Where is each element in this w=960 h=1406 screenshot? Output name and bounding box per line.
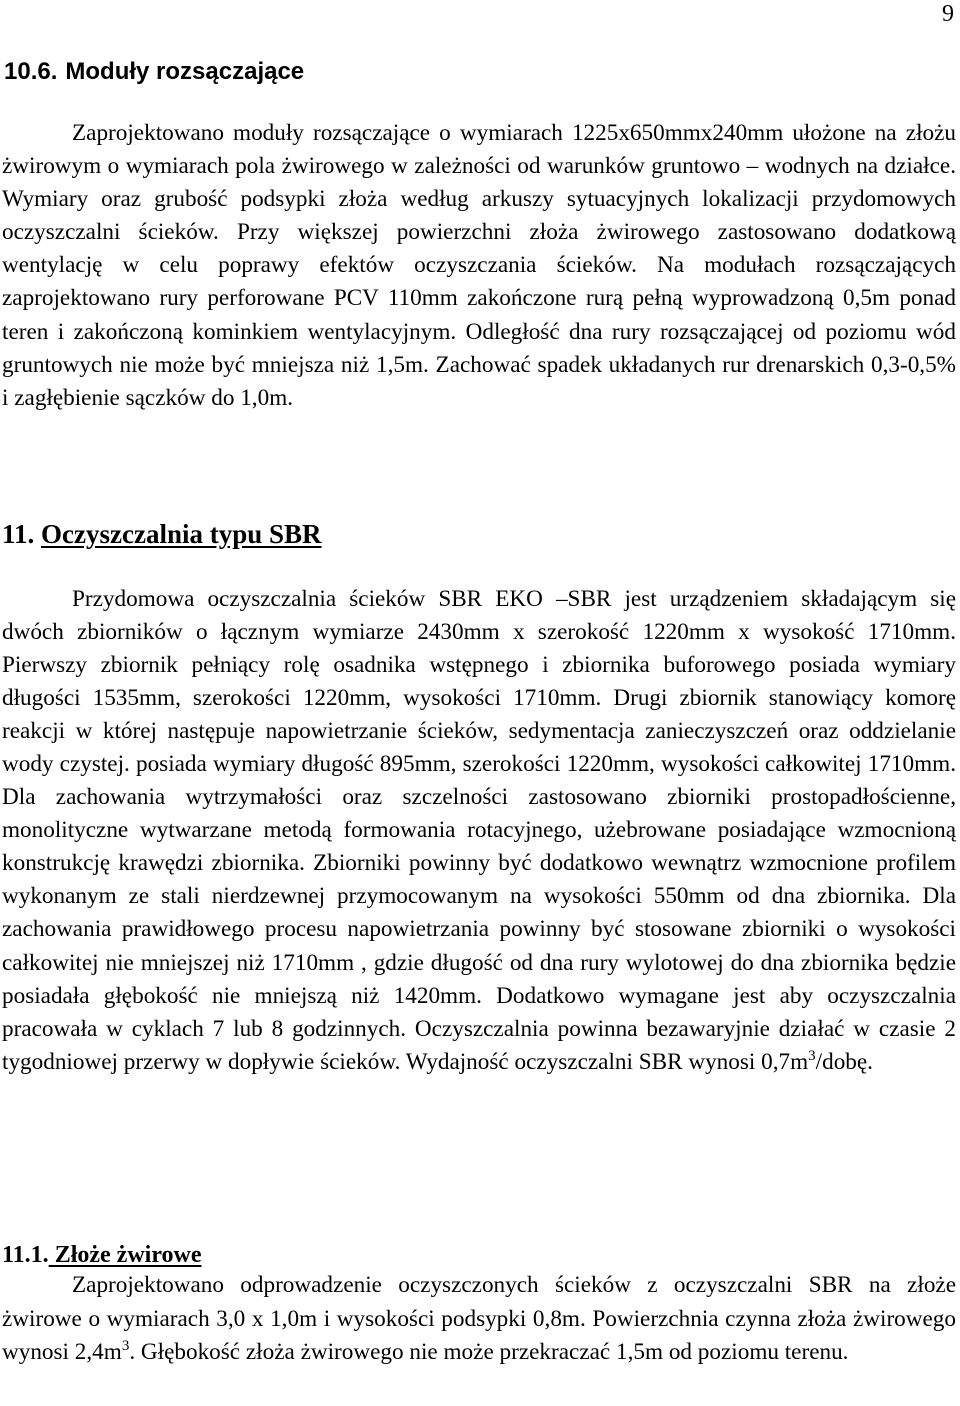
- section-11-1-paragraph-tail: . Głębokość złoża żwirowego nie może przekraczać 1,5m od poziomu terenu.: [129, 1339, 849, 1366]
- section-11-heading: [2, 516, 322, 552]
- section-10-6-number: 10.6.: [4, 58, 58, 85]
- section-11-paragraph-text: Przydomowa oczyszczalnia ścieków SBR EKO –SBR jest urządzeniem składającym się dwóch zbiorników o łącznym wymiarze 2430mm x szerokość 1220mm x wysokość 1710mm. Pierwszy zbiornik pełniący rolę osadnika wstępnego i zbiornika buforowego posiada wymiary długości 1535mm, szerokości 1220mm, wysokości 1710mm. Drugi zbiornik stanowiący komorę reakcji w której następuje napowietrzanie ścieków, sedymentacja zanieczyszczeń oraz oddzielanie wody czystej. posiada wymiary długość 895mm, szerokości 1220mm, wysokości całkowitej 1710mm. Dla zachowania wytrzymałości oraz szczelności zastosowano zbiorniki prostopadłościenne, monolityczne wytwarzane metodą formowania rotacyjnego, użebrowane posiadające wzmocnioną konstrukcję krawędzi zbiornika. Zbiorniki powinny być dodatkowo wewnątrz wzmocnione profilem wykonanym ze stali nierdzewnej przymocowanym na wysokości 550mm od dna zbiornika. Dla zachowania prawidłowego procesu napowietrzania powinny być stosowane zbiorniki o wysokości całkowitej nie mniejszej niż 1710mm , gdzie długość od dna rury wylotowej do dna zbiornika będzie posiadała głębokość nie mniejszą niż 1420mm. Dodatkowo wymagane jest aby oczyszczalnia pracowała w cyklach 7 lub 8 godzinnych. Oczyszczalnia powinna bezawaryjnie działać w czasie 2 tygodniowej przerwy w dopływie ścieków. Wydajność oczyszczalni SBR wynosi 0,7m: [2, 586, 956, 1075]
- section-11-paragraph: [2, 583, 956, 1079]
- section-10-6-paragraph: [2, 117, 956, 415]
- section-11-number: 11.: [2, 519, 35, 549]
- section-11-title: Oczyszczalnia typu SBR: [41, 519, 322, 549]
- section-10-6-paragraph-text: Zaprojektowano moduły rozsączające o wymiarach 1225x650mmx240mm ułożone na złożu żwirowym o wymiarach pola żwirowego w zależności od warunków gruntowo – wodnych na działce. Wymiary oraz grubość podsypki złoża według arkuszy sytuacyjnych lokalizacji przydomowych oczyszczalni ścieków. Przy większej powierzchni złoża żwirowego zastosowano dodatkową wentylację w celu poprawy efektów oczyszczania ścieków. Na modułach rozsączających zaprojektowano rury perforowane PCV 110mm zakończone rurą pełną wyprowadzoną 0,5m ponad teren i zakończoną kominkiem wentylacyjnym. Odległość dna rury rozsączającej od poziomu wód gruntowych nie może być mniejsza niż 1,5m. Zachować spadek układanych rur drenarskich 0,3-0,5% i zagłębienie sączków do 1,0m.: [2, 120, 956, 411]
- section-11-1-heading: [2, 1239, 202, 1271]
- superscript-exponent: 3: [808, 1047, 816, 1064]
- section-11-1-title: Złoże żwirowe: [48, 1242, 202, 1268]
- section-11-1-paragraph-text: Zaprojektowano odprowadzenie oczyszczonych ścieków z oczyszczalni SBR na złoże żwirowe o wymiarach 3,0 x 1,0m i wysokości podsypki 0,8m. Powierzchnia czynna złoża żwirowego wynosi 2,4m: [2, 1272, 956, 1366]
- superscript-exponent: 3: [121, 1338, 130, 1355]
- section-11-paragraph-tail: /dobę.: [815, 1048, 873, 1075]
- section-11-1-number: 11.1.: [2, 1242, 49, 1268]
- page-number: 9: [942, 1, 954, 27]
- section-10-6-title: Moduły rozsączające: [65, 58, 305, 85]
- section-11-1-paragraph: [2, 1269, 956, 1370]
- section-10-6-heading: [4, 56, 304, 88]
